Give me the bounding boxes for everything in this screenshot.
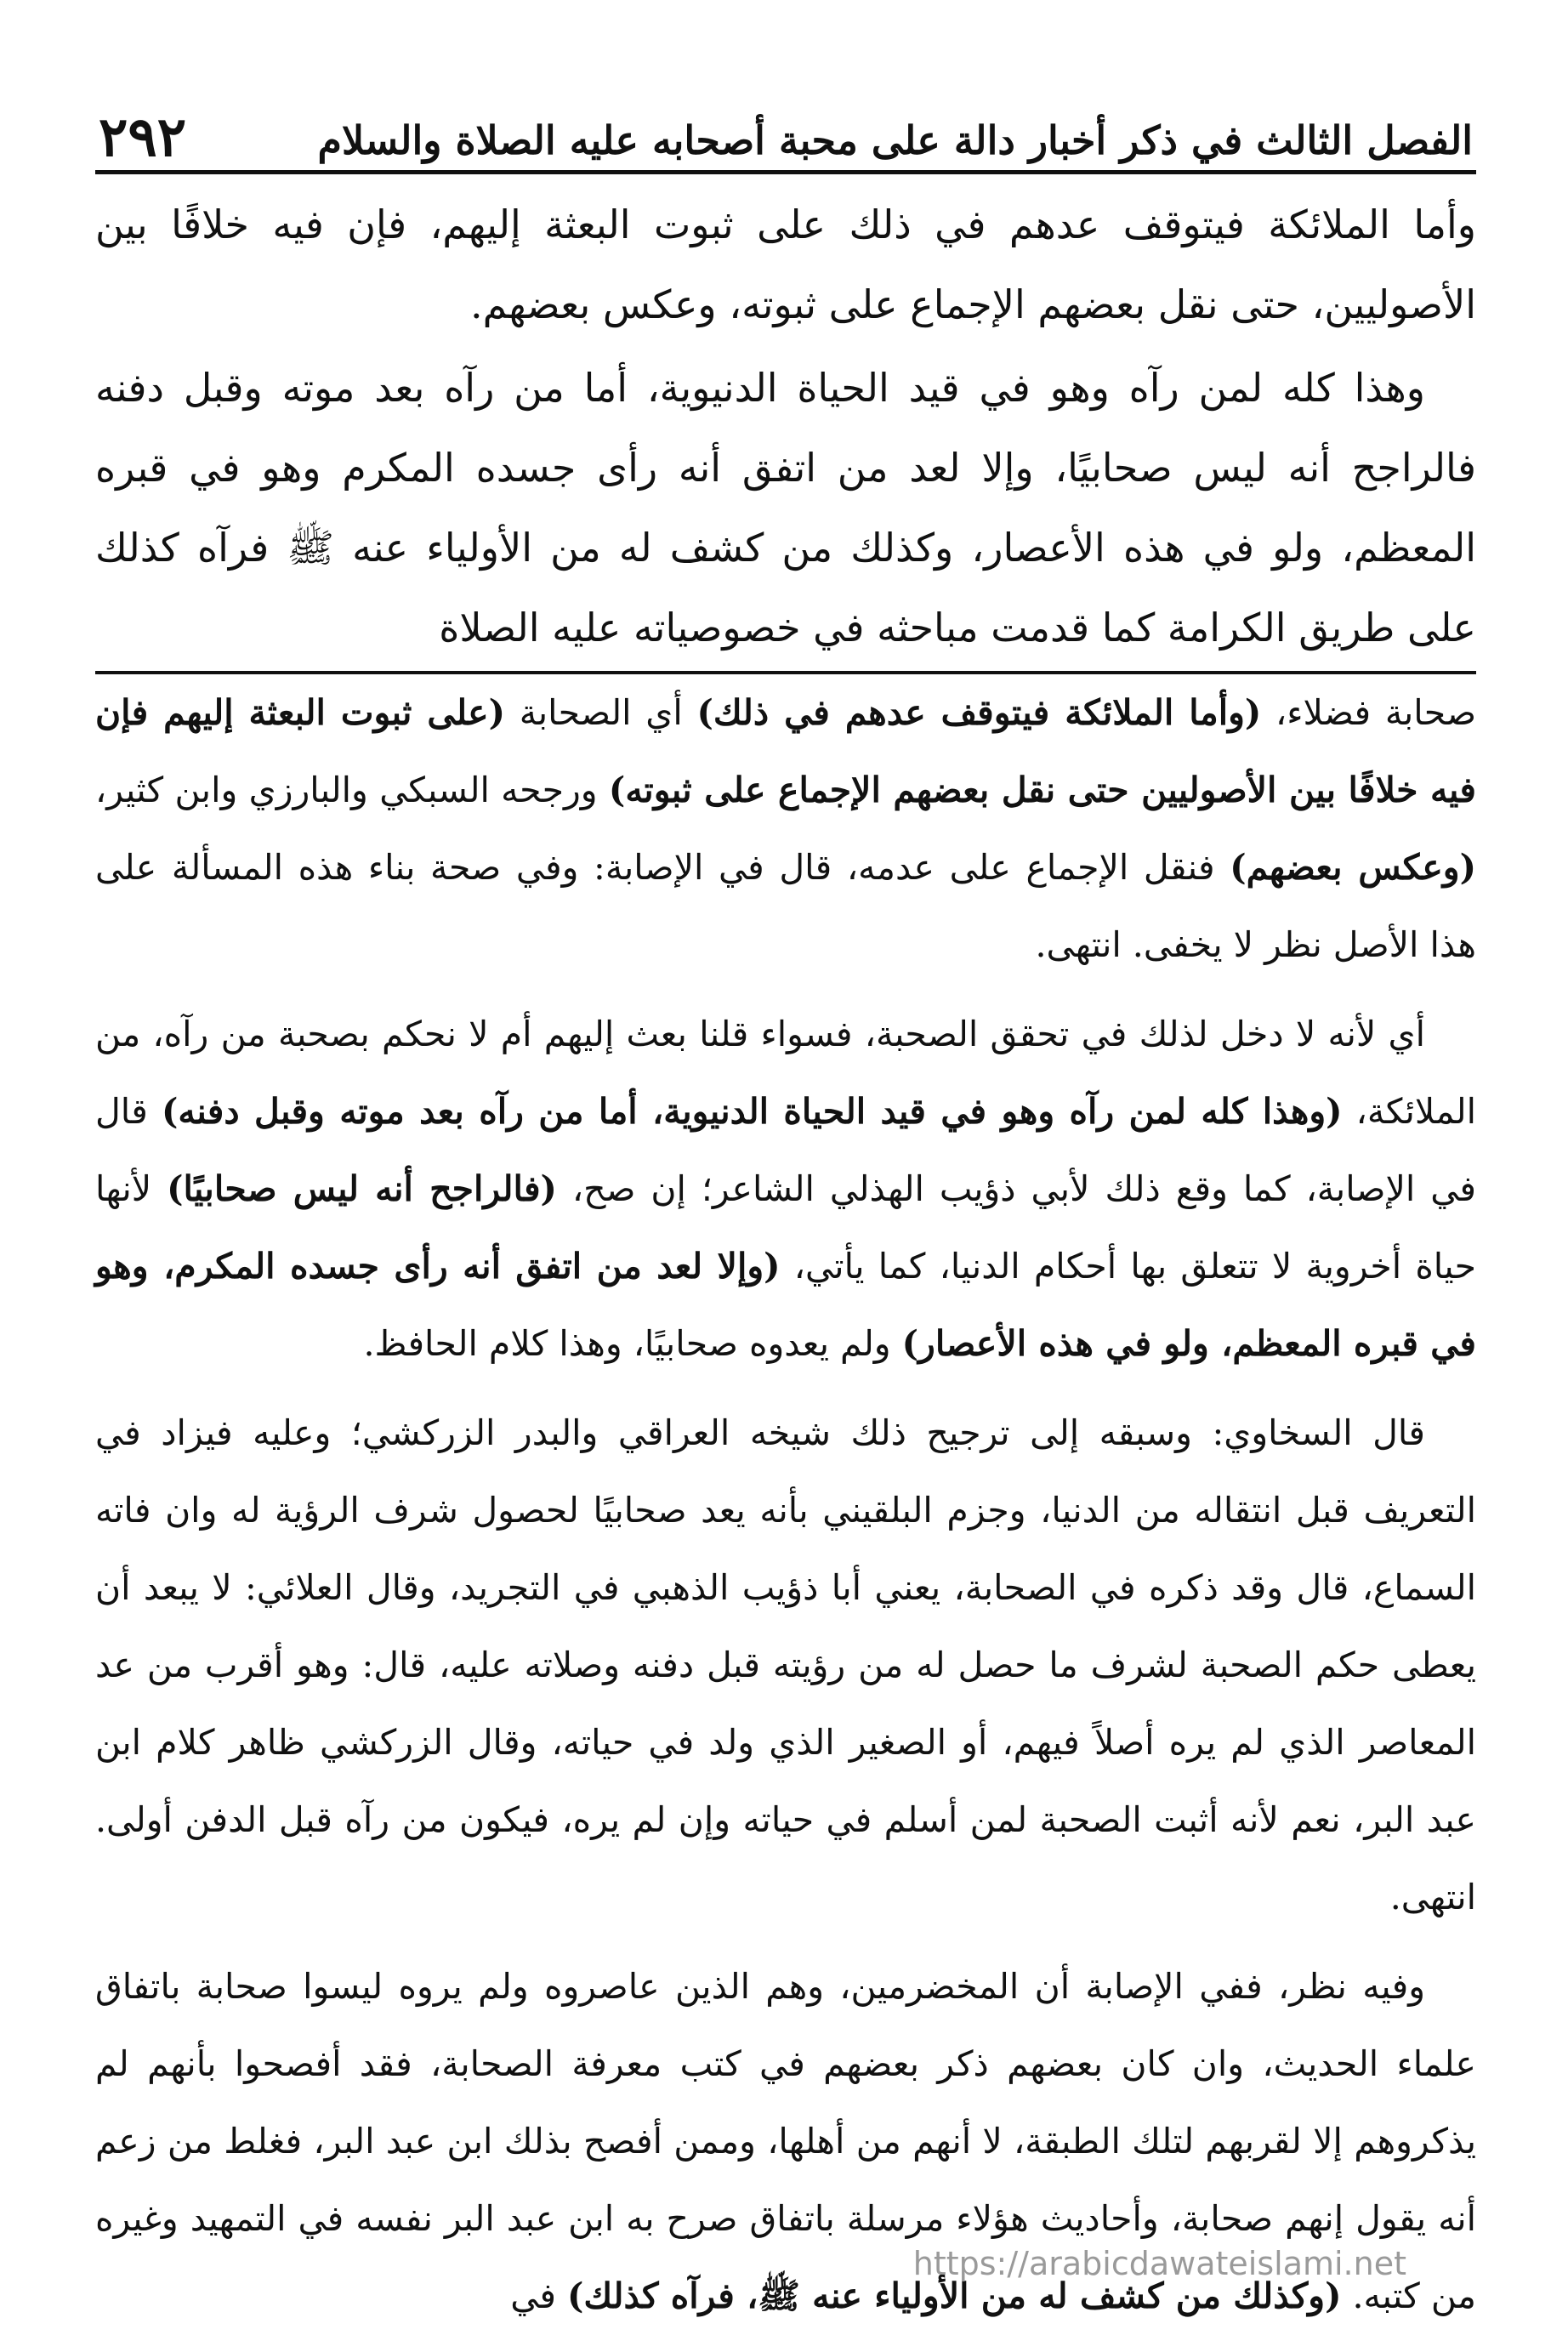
commentary-text <box>95 674 1476 2335</box>
quoted-main-text: (وهذا كله لمن رآه وهو في قيد الحياة الدنيوية، أما من رآه بعد موته وقبل دفنه) <box>162 1091 1343 1132</box>
commentary-segment: قال في الإصابة، كما وقع ذلك لأبي ذؤيب الهذلي الشاعر؛ إن صح، <box>95 1091 1477 1209</box>
quoted-main-text: (وكذلك من كشف له من الأولياء عنه ﷺ، فرآه كذلك) <box>567 2275 1342 2316</box>
commentary-segment: لأنها حياة أخروية لا تتعلق بها أحكام الدنيا، كما يأتي، <box>95 1168 1477 1287</box>
chapter-title: الفصل الثالث في ذكر أخبار دالة على محبة أصحابه عليه الصلاة والسلام <box>317 117 1473 163</box>
commentary-segment: قال السخاوي: وسبقه إلى ترجيح ذلك شيخه العراقي والبدر الزركشي؛ وعليه فيزاد في التعريف قبل انتقاله من الدنيا، وجزم البلقيني بأنه يعد صحابيًا لحصول شرف الرؤية له وان فاته السماع، قال وقد ذكره في الصحابة، يعني أبا ذؤيب الذهبي في التجريد، وقال العلائي: لا يبعد أن يعطى حكم الصحبة لشرف ما حصل له من رؤيته قبل دفنه وصلاته عليه، قال: وهو أقرب من عد المعاصر الذي لم يره أصلاً فيهم، أو الصغير الذي ولد في حياته، وقال الزركشي ظاهر كلام ابن عبد البر، نعم لأنه أثبت الصحبة لمن أسلم في حياته وإن لم يره، فيكون من رآه قبل الدفن أولى. انتهى. <box>95 1412 1476 1917</box>
quoted-main-text: (وأما الملائكة فيتوقف عدهم في ذلك) <box>696 692 1262 733</box>
commentary-segment: في <box>510 2275 568 2316</box>
main-text <box>95 185 1476 668</box>
page-header <box>95 85 1476 174</box>
quoted-main-text: (على ثبوت البعثة إليهم فإن فيه خلافًا بين الأصوليين حتى نقل بعضهم الإجماع على ثبوته) <box>95 692 1476 810</box>
commentary-segment: أي الصحابة <box>505 692 697 733</box>
commentary-segment: ولم يعدوه صحابيًا، وهذا كلام الحافظ. <box>363 1323 902 1364</box>
page-number: ٢٩٢ <box>99 105 187 169</box>
quoted-main-text: (وعكس بعضهم) <box>1230 847 1476 888</box>
commentary-segment: وفيه نظر، ففي الإصابة أن المخضرمين، وهم الذين عاصروه ولم يروه ليسوا صحابة باتفاق علماء الحديث، وان كان بعضهم ذكر بعضهم في كتب معرفة الصحابة، فقد أفصحوا بأنهم لم يذكروهم إلا لقربهم لتلك الطبقة، لا أنهم من أهلها، وممن أفصح بذلك ابن عبد البر، فغلط من زعم أنه يقول إنهم صحابة، وأحاديث هؤلاء مرسلة باتفاق صرح به ابن عبد البر نفسه في التمهيد وغيره من كتبه. <box>95 1966 1476 2316</box>
quoted-main-text: (وإلا لعد من اتفق أنه رأى جسده المكرم، وهو في قبره المعظم، ولو في هذه الأعصار) <box>95 1246 1476 1364</box>
commentary-paragraph <box>95 1395 1476 1936</box>
commentary-paragraph <box>95 996 1476 1383</box>
commentary-segment: صحابة فضلاء، <box>1261 692 1477 733</box>
commentary-segment: ورجحه السبكي والبارزي وابن كثير، <box>95 770 609 810</box>
quoted-main-text: (فالراجح أنه ليس صحابيًا) <box>167 1168 557 1209</box>
main-text-paragraph: وأما الملائكة فيتوقف عدهم في ذلك على ثبوت البعثة إليهم، فإن فيه خلافًا بين الأصوليين، حتى نقل بعضهم الإجماع على ثبوته، وعكس بعضهم. <box>95 202 1476 327</box>
main-text-paragraph: وهذا كله لمن رآه وهو في قيد الحياة الدنيوية، أما من رآه بعد موته وقبل دفنه فالراجح أنه ليس صحابيًا، وإلا لعد من اتفق أنه رأى جسده المكرم وهو في قبره المعظم، ولو في هذه الأعصار، وكذلك من كشف له من الأولياء عنه ﷺ فرآه كذلك على طريق الكرامة كما قدمت مباحثه في خصوصياته عليه الصلاة <box>95 365 1476 651</box>
commentary-segment: أي لأنه لا دخل لذلك في تحقق الصحبة، فسواء قلنا بعث إليهم أم لا نحكم بصحبة من رآه، من الملائكة، <box>95 1014 1476 1132</box>
watermark-url: https://arabicdawateislami.net <box>912 2245 1406 2282</box>
commentary-segment: فنقل الإجماع على عدمه، قال في الإصابة: وفي صحة بناء هذه المسألة على هذا الأصل نظر لا يخفى. انتهى. <box>95 847 1476 965</box>
book-page <box>95 85 1477 2316</box>
commentary-paragraph <box>95 674 1476 984</box>
